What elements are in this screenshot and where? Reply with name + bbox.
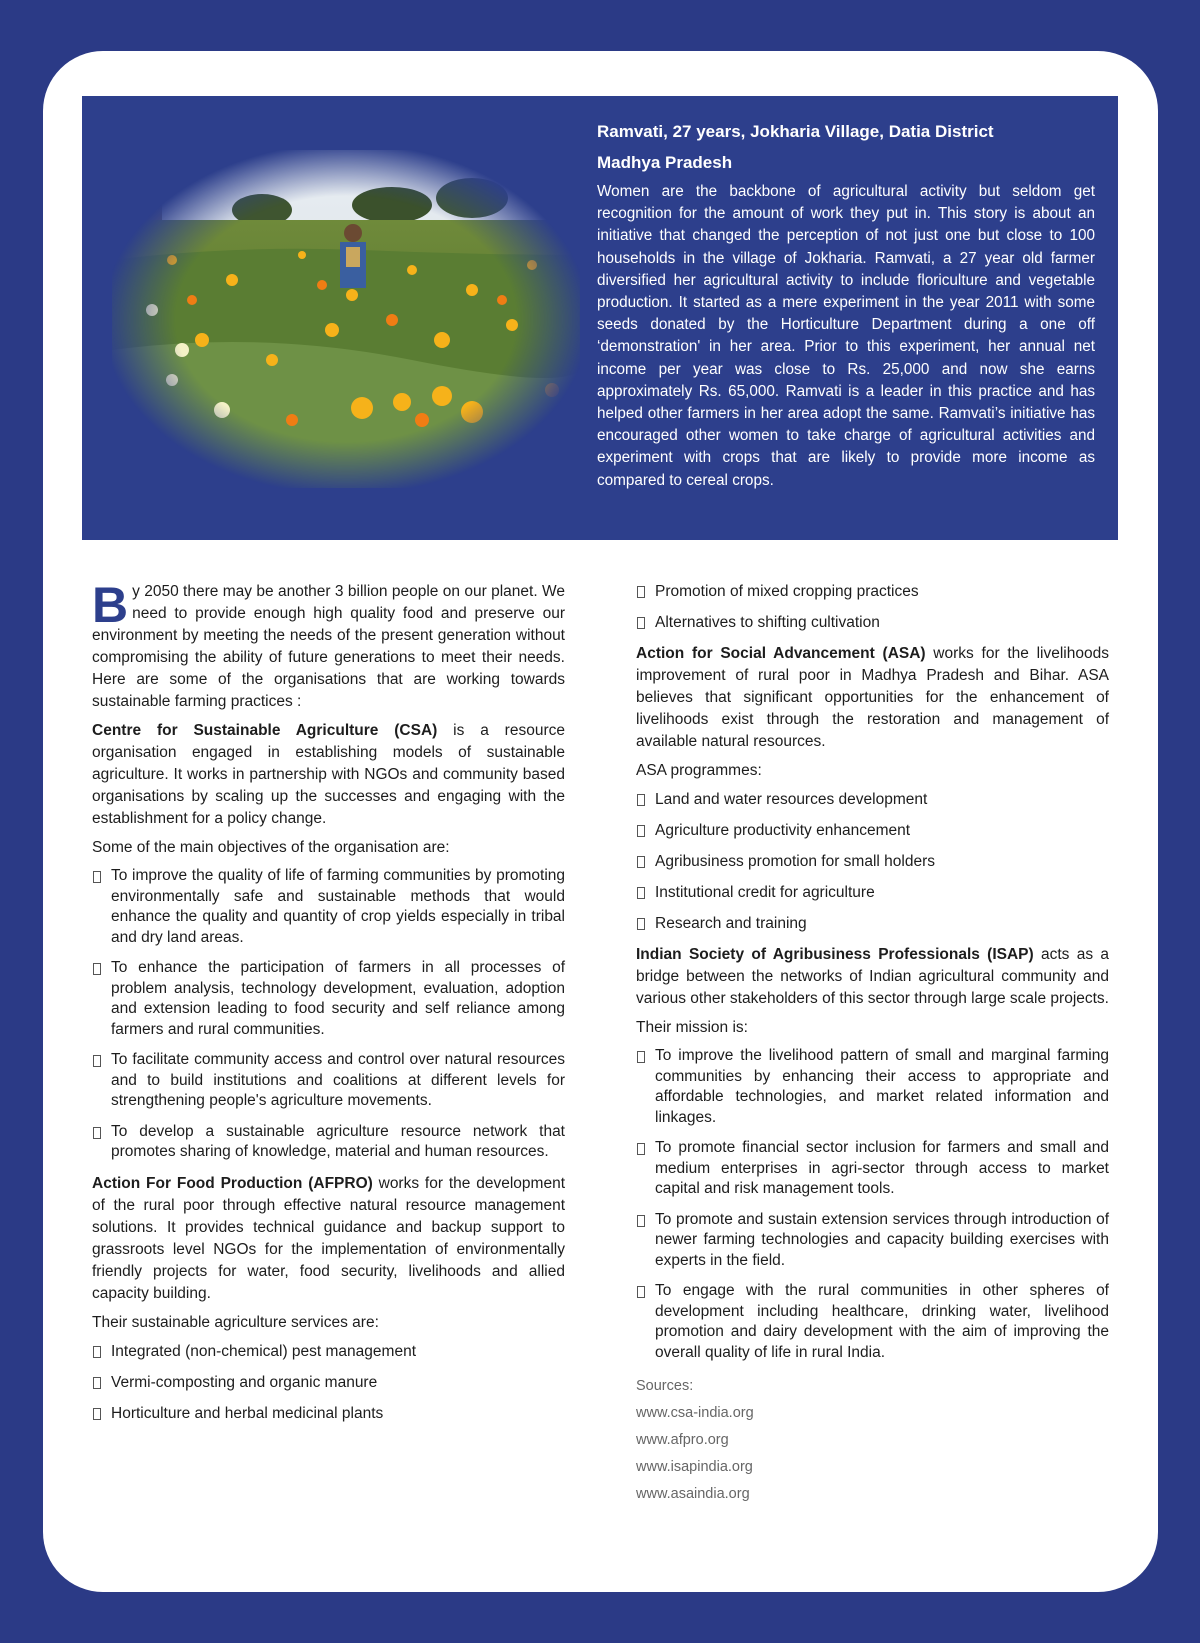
source-link[interactable]: www.csa-india.org (636, 1405, 754, 1421)
list-item: To develop a sustainable agriculture resource network that promotes sharing of knowledge, material and human resources. (92, 1122, 565, 1163)
list-item: Research and training (636, 913, 1109, 935)
dropcap: B (92, 577, 129, 633)
list-item: Agriculture productivity enhancement (636, 820, 1109, 842)
source-link[interactable]: www.isapindia.org (636, 1459, 753, 1475)
list-item: Promotion of mixed cropping practices (636, 581, 1109, 603)
marigold-field-photo (112, 150, 580, 488)
list-item: To facilitate community access and control over natural resources and to build institutions and coalitions at different levels for strengthening people's agriculture movements. (92, 1050, 565, 1112)
services-heading: Their sustainable agriculture services are: (92, 1313, 379, 1331)
left-column (92, 577, 565, 1434)
sources-heading: Sources: (636, 1378, 694, 1394)
afpro-name: Action For Food Production (AFPRO) (92, 1174, 373, 1192)
list-item: To improve the quality of life of farming communities by promoting environmentally safe and sustainable methods that would enhance the quality and quantity of crop yields especially in tribal and dry land areas. (92, 866, 565, 948)
objectives-heading: Some of the main objectives of the organisation are: (92, 839, 450, 856)
list-item: To engage with the rural communities in other spheres of development including healthcare, drinking water, livelihood promotion and dairy development with the aim of improving the overall quality of life in rural India. (636, 1281, 1109, 1363)
objectives-list (92, 866, 565, 1163)
asa-programmes-list (636, 789, 1109, 935)
sources-block (636, 1373, 1109, 1508)
mission-list (636, 1046, 1109, 1363)
afpro-paragraph: Action For Food Production (AFPRO) works for the development of the rural poor through effective natural resource management solutions. It provides technical guidance and backup support to grassroots level NGOs for the implementation of environmentally friendly projects for water, food security, livelihoods and allied capacity building. (92, 1174, 565, 1302)
isap-name: Indian Society of Agribusiness Professionals (ISAP) (636, 946, 1034, 963)
list-item: Land and water resources development (636, 789, 1109, 811)
services-list-continued (636, 581, 1109, 634)
services-list (92, 1341, 565, 1425)
story-subtitle: Madhya Pradesh (597, 153, 733, 172)
list-item: Agribusiness promotion for small holders (636, 851, 1109, 873)
source-link[interactable]: www.asaindia.org (636, 1486, 750, 1502)
mission-heading: Their mission is: (636, 1019, 748, 1036)
csa-name: Centre for Sustainable Agriculture (CSA) (92, 722, 438, 739)
list-item: To enhance the participation of farmers in all processes of problem analysis, technology development, evaluation, adoption and extension leading to food security and self reliance among farmers and rural communities. (92, 958, 565, 1040)
story-title: Ramvati, 27 years, Jokharia Village, Datia District (597, 122, 994, 141)
story-body: Women are the backbone of agricultural activity but seldom get recognition for the amount of work they put in. This story is about an initiative that changed the perception of not just one but close to 100 households in the village of Jokharia. Ramvati, a 27 year old farmer diversified her agricultural activity to include floriculture and vegetable production. It started as a mere experiment in the year 2011 with some seeds donated by the Horticulture Department during a one off ‘demonstration' in her area. Prior to this experiment, her annual net income per year was close to Rs. 25,000 and now she earns approximately Rs. 65,000. Ramvati is a leader in this practice and has helped other farmers in her area adopt the same. Ramvati’s initiative has encouraged other women to take charge of agricultural activities and experiment with crops that are likely to provide more income as compared to cereal crops. (597, 183, 1095, 489)
list-item: Institutional credit for agriculture (636, 882, 1109, 904)
asa-paragraph: Action for Social Advancement (ASA) works for the livelihoods improvement of rural poor in Madhya Pradesh and Bihar. ASA believes that significant opportunities for the enhancement of livelihoods exist through the restoration and management of available natural resources. (636, 645, 1109, 750)
list-item: To promote and sustain extension services through introduction of newer farming technologies and capacity building exercises with experts in the field. (636, 1210, 1109, 1272)
list-item: Integrated (non-chemical) pest management (92, 1341, 565, 1363)
list-item: Vermi-composting and organic manure (92, 1372, 565, 1394)
isap-paragraph: Indian Society of Agribusiness Professionals (ISAP) acts as a bridge between the networks of Indian agricultural community and various other stakeholders of this sector through large scale projects. (636, 946, 1110, 1007)
asa-heading: ASA programmes: (636, 762, 762, 779)
intro-paragraph: By 2050 there may be another 3 billion people on our planet. We need to provide enough high quality food and preserve our environment by meeting the needs of the present generation without compromising the ability of future generations to meet their needs. Here are some of the organisations that are working towards sustainable farming practices : (92, 577, 565, 710)
asa-name: Action for Social Advancement (ASA) (636, 645, 926, 662)
list-item: Alternatives to shifting cultivation (636, 612, 1109, 634)
list-item: Horticulture and herbal medicinal plants (92, 1403, 565, 1425)
list-item: To improve the livelihood pattern of small and marginal farming communities by enhancing their access to appropriate and affordable technologies, and market related information and linkages. (636, 1046, 1109, 1128)
story-text (597, 116, 1095, 492)
source-link[interactable]: www.afpro.org (636, 1432, 729, 1448)
right-column (636, 581, 1109, 1508)
csa-paragraph: Centre for Sustainable Agriculture (CSA) is a resource organisation engaged in establishing models of sustainable agriculture. It works in partnership with NGOs and community based organisations by scaling up the successes and engaging with the establishment for a policy change. (92, 722, 565, 827)
list-item: To promote financial sector inclusion for farmers and small and medium enterprises in agri-sector through access to market capital and risk management tools. (636, 1138, 1109, 1200)
